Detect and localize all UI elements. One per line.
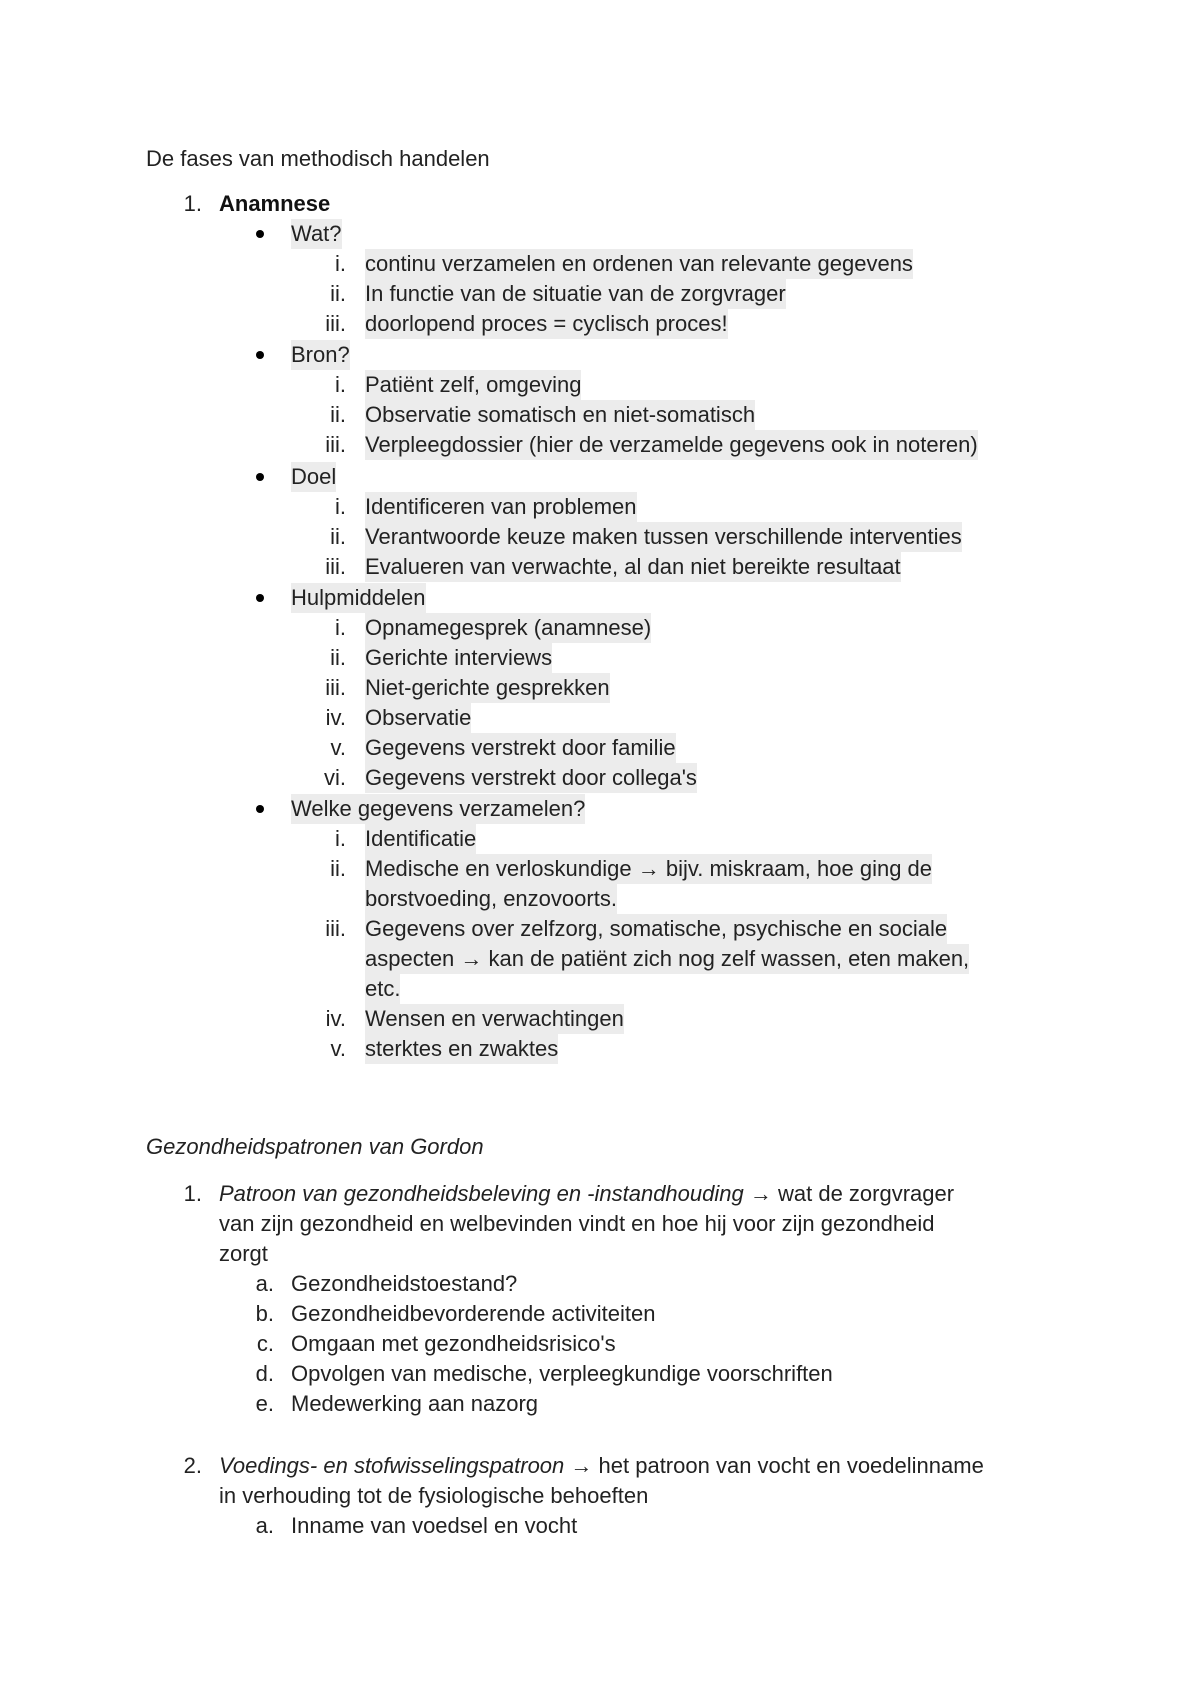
list-item: Gezondheidstoestand? bbox=[291, 1271, 518, 1296]
list-item: Wensen en verwachtingen bbox=[365, 1004, 624, 1034]
list-item: Medewerking aan nazorg bbox=[291, 1391, 539, 1416]
list-item: sterktes en zwaktes bbox=[365, 1034, 558, 1064]
pattern-description: het patroon van vocht en voedelinname bbox=[598, 1453, 984, 1478]
list-item: Identificatie bbox=[365, 824, 476, 854]
list-item: Patiënt zelf, omgeving bbox=[365, 370, 581, 400]
pattern-description: van zijn gezondheid en welbevinden vindt en hoe hij voor zijn gezondheid bbox=[219, 1211, 935, 1236]
list-marker: b. bbox=[255, 1301, 274, 1326]
list-number: 1. bbox=[183, 191, 202, 216]
pattern-name: Voedings- en stofwisselingspatroon bbox=[219, 1453, 565, 1478]
list-number: 1. bbox=[183, 1181, 202, 1206]
list-item bbox=[365, 854, 932, 884]
section-heading: Gezondheidspatronen van Gordon bbox=[146, 1134, 484, 1159]
bullet-icon bbox=[256, 805, 264, 813]
list-item: Niet-gerichte gesprekken bbox=[365, 673, 610, 703]
list-item: Omgaan met gezondheidsrisico's bbox=[291, 1331, 616, 1356]
list-marker: i. bbox=[335, 372, 346, 397]
list-marker: iii. bbox=[325, 432, 346, 457]
list-marker: vi. bbox=[324, 765, 346, 790]
arrow-right-icon: → bbox=[637, 856, 660, 881]
arrow-right-icon: → bbox=[460, 946, 483, 971]
pattern-description: in verhouding tot de fysiologische behoeften bbox=[219, 1483, 649, 1508]
list-marker: ii. bbox=[330, 402, 346, 427]
item-text: Medische en verloskundige bbox=[365, 856, 632, 881]
list-item: Gegevens verstrekt door collega's bbox=[365, 763, 697, 793]
list-item: continu verzamelen en ordenen van relevante gegevens bbox=[365, 249, 913, 279]
item-text: kan de patiënt zich nog zelf wassen, eten maken, bbox=[488, 946, 970, 971]
pattern-description: wat de zorgvrager bbox=[777, 1181, 955, 1206]
group-label: Hulpmiddelen bbox=[291, 583, 426, 613]
pattern-name: Patroon van gezondheidsbeleving en -instandhouding bbox=[219, 1181, 744, 1206]
bullet-icon bbox=[256, 594, 264, 602]
group-label: Welke gegevens verzamelen? bbox=[291, 794, 585, 824]
list-marker: v. bbox=[330, 1036, 346, 1061]
list-marker: a. bbox=[255, 1513, 274, 1538]
list-marker: i. bbox=[335, 494, 346, 519]
list-item: Opvolgen van medische, verpleegkundige voorschriften bbox=[291, 1361, 833, 1386]
list-marker: i. bbox=[335, 251, 346, 276]
list-item: Inname van voedsel en vocht bbox=[291, 1513, 578, 1538]
arrow-right-icon: → bbox=[749, 1181, 772, 1206]
list-marker: ii. bbox=[330, 524, 346, 549]
list-marker: e. bbox=[255, 1391, 274, 1416]
list-marker: a. bbox=[255, 1271, 274, 1296]
list-item: Observatie somatisch en niet-somatisch bbox=[365, 400, 755, 430]
arrow-right-icon: → bbox=[570, 1453, 593, 1478]
pattern-description: zorgt bbox=[219, 1241, 268, 1266]
section-heading: Anamnese bbox=[219, 191, 331, 216]
item-text: bijv. miskraam, hoe ging de bbox=[665, 856, 933, 881]
list-item-continuation bbox=[365, 944, 969, 974]
list-item: doorlopend proces = cyclisch proces! bbox=[365, 309, 728, 339]
list-item: In functie van de situatie van de zorgvrager bbox=[365, 279, 786, 309]
list-item: Gerichte interviews bbox=[365, 643, 552, 673]
list-number: 2. bbox=[183, 1453, 202, 1478]
group-label: Wat? bbox=[291, 219, 342, 249]
pattern-title bbox=[219, 1451, 984, 1481]
list-marker: iii. bbox=[325, 675, 346, 700]
list-item-continuation: etc. bbox=[365, 974, 400, 1004]
list-marker: v. bbox=[330, 735, 346, 760]
bullet-icon bbox=[256, 473, 264, 481]
list-item: Identificeren van problemen bbox=[365, 492, 637, 522]
list-item: Gegevens verstrekt door familie bbox=[365, 733, 676, 763]
list-item: Verpleegdossier (hier de verzamelde gegevens ook in noteren) bbox=[365, 430, 978, 460]
list-item: Evalueren van verwachte, al dan niet bereikte resultaat bbox=[365, 552, 901, 582]
list-marker: iii. bbox=[325, 311, 346, 336]
pattern-title bbox=[219, 1179, 954, 1209]
list-item: Observatie bbox=[365, 703, 471, 733]
list-marker: iii. bbox=[325, 554, 346, 579]
item-text: aspecten bbox=[365, 946, 455, 971]
list-marker: iv. bbox=[325, 705, 346, 730]
list-item: Verantwoorde keuze maken tussen verschillende interventies bbox=[365, 522, 962, 552]
list-item: Opnamegesprek (anamnese) bbox=[365, 613, 651, 643]
list-item: Gezondheidbevorderende activiteiten bbox=[291, 1301, 656, 1326]
document-title: De fases van methodisch handelen bbox=[146, 146, 490, 171]
list-marker: c. bbox=[256, 1331, 274, 1356]
list-item: Gegevens over zelfzorg, somatische, psychische en sociale bbox=[365, 914, 947, 944]
group-label: Bron? bbox=[291, 340, 350, 370]
list-marker: ii. bbox=[330, 645, 346, 670]
list-marker: i. bbox=[335, 615, 346, 640]
list-marker: i. bbox=[335, 826, 346, 851]
list-marker: ii. bbox=[330, 856, 346, 881]
group-label: Doel bbox=[291, 462, 336, 492]
bullet-icon bbox=[256, 351, 264, 359]
list-marker: iv. bbox=[325, 1006, 346, 1031]
list-marker: iii. bbox=[325, 916, 346, 941]
list-marker: ii. bbox=[330, 281, 346, 306]
list-marker: d. bbox=[255, 1361, 274, 1386]
list-item-continuation: borstvoeding, enzovoorts. bbox=[365, 884, 617, 914]
bullet-icon bbox=[256, 230, 264, 238]
